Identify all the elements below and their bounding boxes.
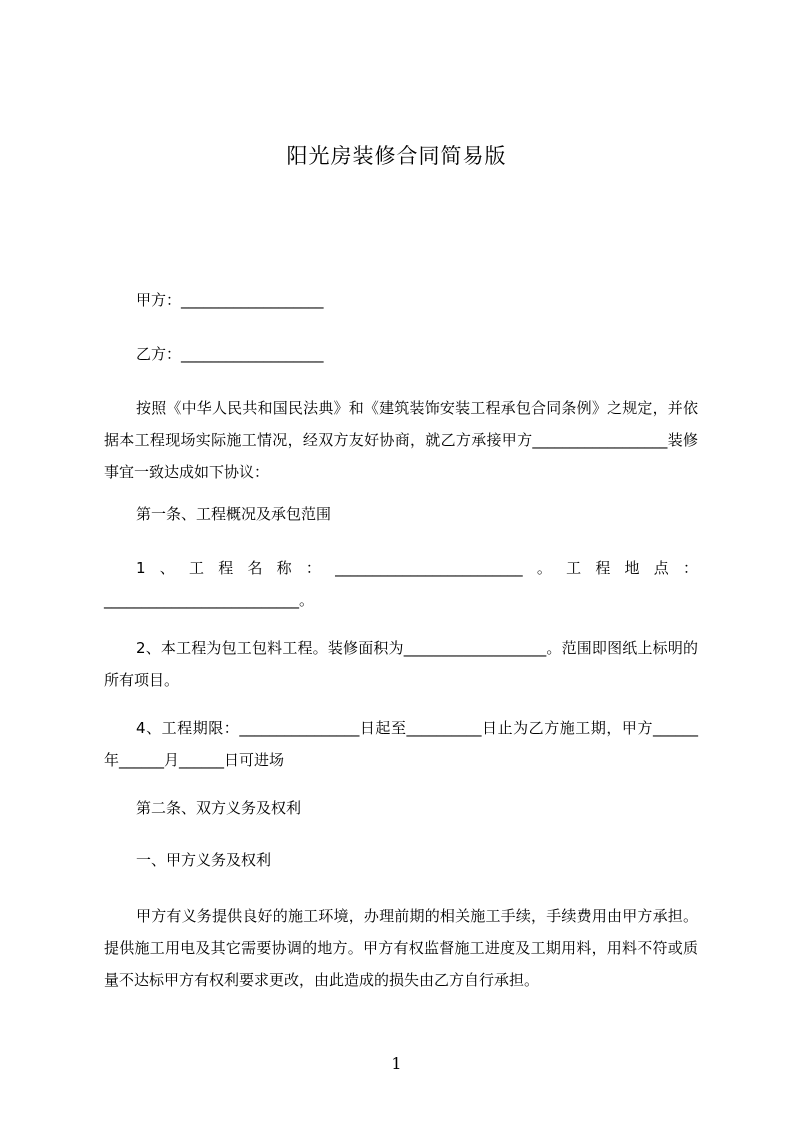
intro-paragraph: 按照《中华人民共和国民法典》和《建筑装饰安装工程承包合同条例》之规定，并依据本工程现场实际施工情况，经双方友好协商，就乙方承接甲方__________________装修事宜一致达成如下协议： xyxy=(104,399,698,481)
item-1-project-name: 1、工程名称：_________________________。工程地点：__________________________。 xyxy=(104,559,698,609)
item-4-schedule: 4、工程期限：________________日起至__________日止为乙方施工期，甲方______年______月______日可进场 xyxy=(104,719,698,769)
party-b-line: 乙方：___________________ xyxy=(136,345,324,363)
section-1-body: 甲方有义务提供良好的施工环境，办理前期的相关施工手续，手续费用由甲方承担。提供施工用电及其它需要协调的地方。甲方有权监督施工进度及工期用料，用料不符或质量不达标甲方有权利要求更改，由此造成的损失由乙方自行承担。 xyxy=(104,907,698,989)
article-1-heading: 第一条、工程概况及承包范围 xyxy=(136,505,332,523)
item-2-scope: 2、本工程为包工包料工程。装修面积为___________________。范围即图纸上标明的所有项目。 xyxy=(104,639,698,689)
party-a-line: 甲方：___________________ xyxy=(136,291,324,309)
document-title: 阳光房装修合同简易版 xyxy=(286,144,507,168)
section-1-heading: 一、甲方义务及权利 xyxy=(136,851,272,869)
article-2-heading: 第二条、双方义务及权利 xyxy=(136,799,302,817)
page-number: 1 xyxy=(391,1054,402,1073)
